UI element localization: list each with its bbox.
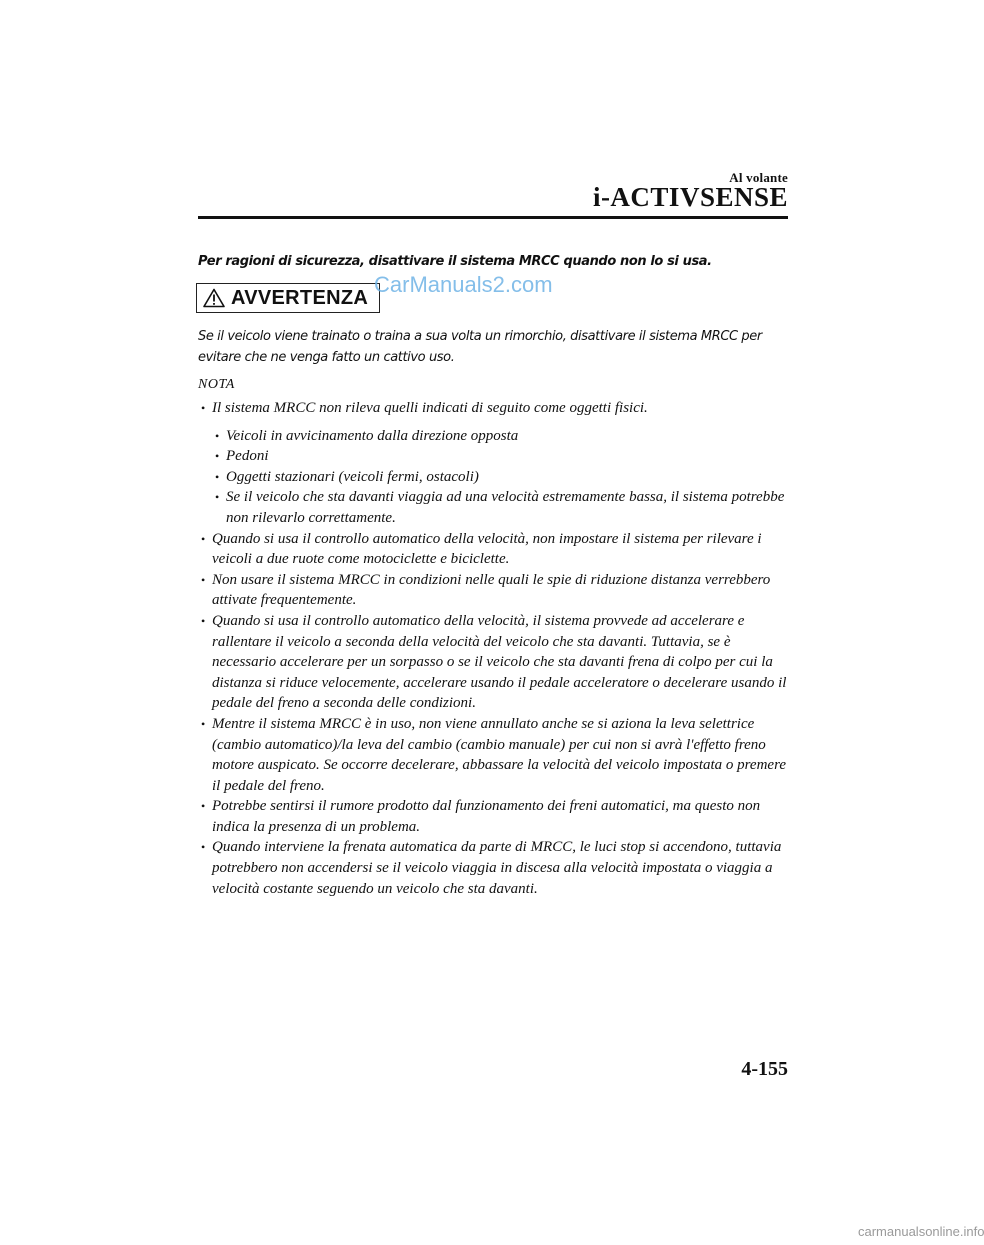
- watermark: CarManuals2.com: [374, 272, 553, 297]
- sub-list-item: • Pedoni: [198, 446, 798, 467]
- list-item: • Potrebbe sentirsi il rumore prodotto dal funzionamento dei freni automatici, ma questo non indica la presenza di un problema.: [198, 796, 798, 837]
- note-label: NOTA: [198, 377, 235, 392]
- warning-box: [196, 283, 380, 313]
- list-item: • Il sistema MRCC non rileva quelli indicati di seguito come oggetti fisici.: [198, 398, 798, 419]
- note-list: [198, 398, 798, 899]
- list-item: • Quando interviene la frenata automatica da parte di MRCC, le luci stop si accendono, tuttavia potrebbero non accendersi se il veicolo viaggia in discesa alla velocità impostata o viaggia a velocità costante seguendo un veicolo che sta davanti.: [198, 837, 798, 899]
- footer-watermark: carmanualsonline.info: [858, 1224, 984, 1239]
- sub-list-item: • Oggetti stazionari (veicoli fermi, ostacoli): [198, 467, 798, 488]
- intro-text: Per ragioni di sicurezza, disattivare il sistema MRCC quando non lo si usa.: [198, 254, 712, 269]
- page-number: 4-155: [741, 1058, 788, 1080]
- header-section-label: Al volante: [729, 170, 788, 185]
- sub-list-item: • Se il veicolo che sta davanti viaggia ad una velocità estremamente bassa, il sistema potrebbe non rilevarlo correttamente.: [198, 487, 798, 528]
- list-item: • Quando si usa il controllo automatico della velocità, il sistema provvede ad accelerare e rallentare il veicolo a seconda della velocità del veicolo che sta davanti. Tuttavia, se è necessario accelerare per un sorpasso o se il veicolo che sta davanti frena di colpo per cui la distanza si riduce velocemente, accelerare usando il pedale acceleratore o decelerare usando il pedale del freno a seconda delle condizioni.: [198, 611, 798, 714]
- page-title: i-ACTIVSENSE: [592, 182, 788, 212]
- warning-triangle-icon: [203, 288, 225, 308]
- list-item: • Quando si usa il controllo automatico della velocità, non impostare il sistema per rilevare i veicoli a due ruote come motociclette e biciclette.: [198, 529, 798, 570]
- list-item: • Mentre il sistema MRCC è in uso, non viene annullato anche se si aziona la leva selettrice (cambio automatico)/la leva del cambio (cambio manuale) per cui non si avrà l'effetto freno motore auspicato. Se occorre decelerare, abbassare la velocità del veicolo impostata o premere il pedale del freno.: [198, 714, 798, 796]
- warning-text: Se il veicolo viene trainato o traina a sua volta un rimorchio, disattivare il sistema MRCC per evitare che ne venga fatto un cattivo uso.: [198, 329, 762, 365]
- sub-list-item: • Veicoli in avvicinamento dalla direzione opposta: [198, 426, 798, 447]
- list-item: • Non usare il sistema MRCC in condizioni nelle quali le spie di riduzione distanza verrebbero attivate frequentemente.: [198, 570, 798, 611]
- header-rule: [198, 216, 788, 219]
- warning-label: AVVERTENZA: [231, 286, 369, 309]
